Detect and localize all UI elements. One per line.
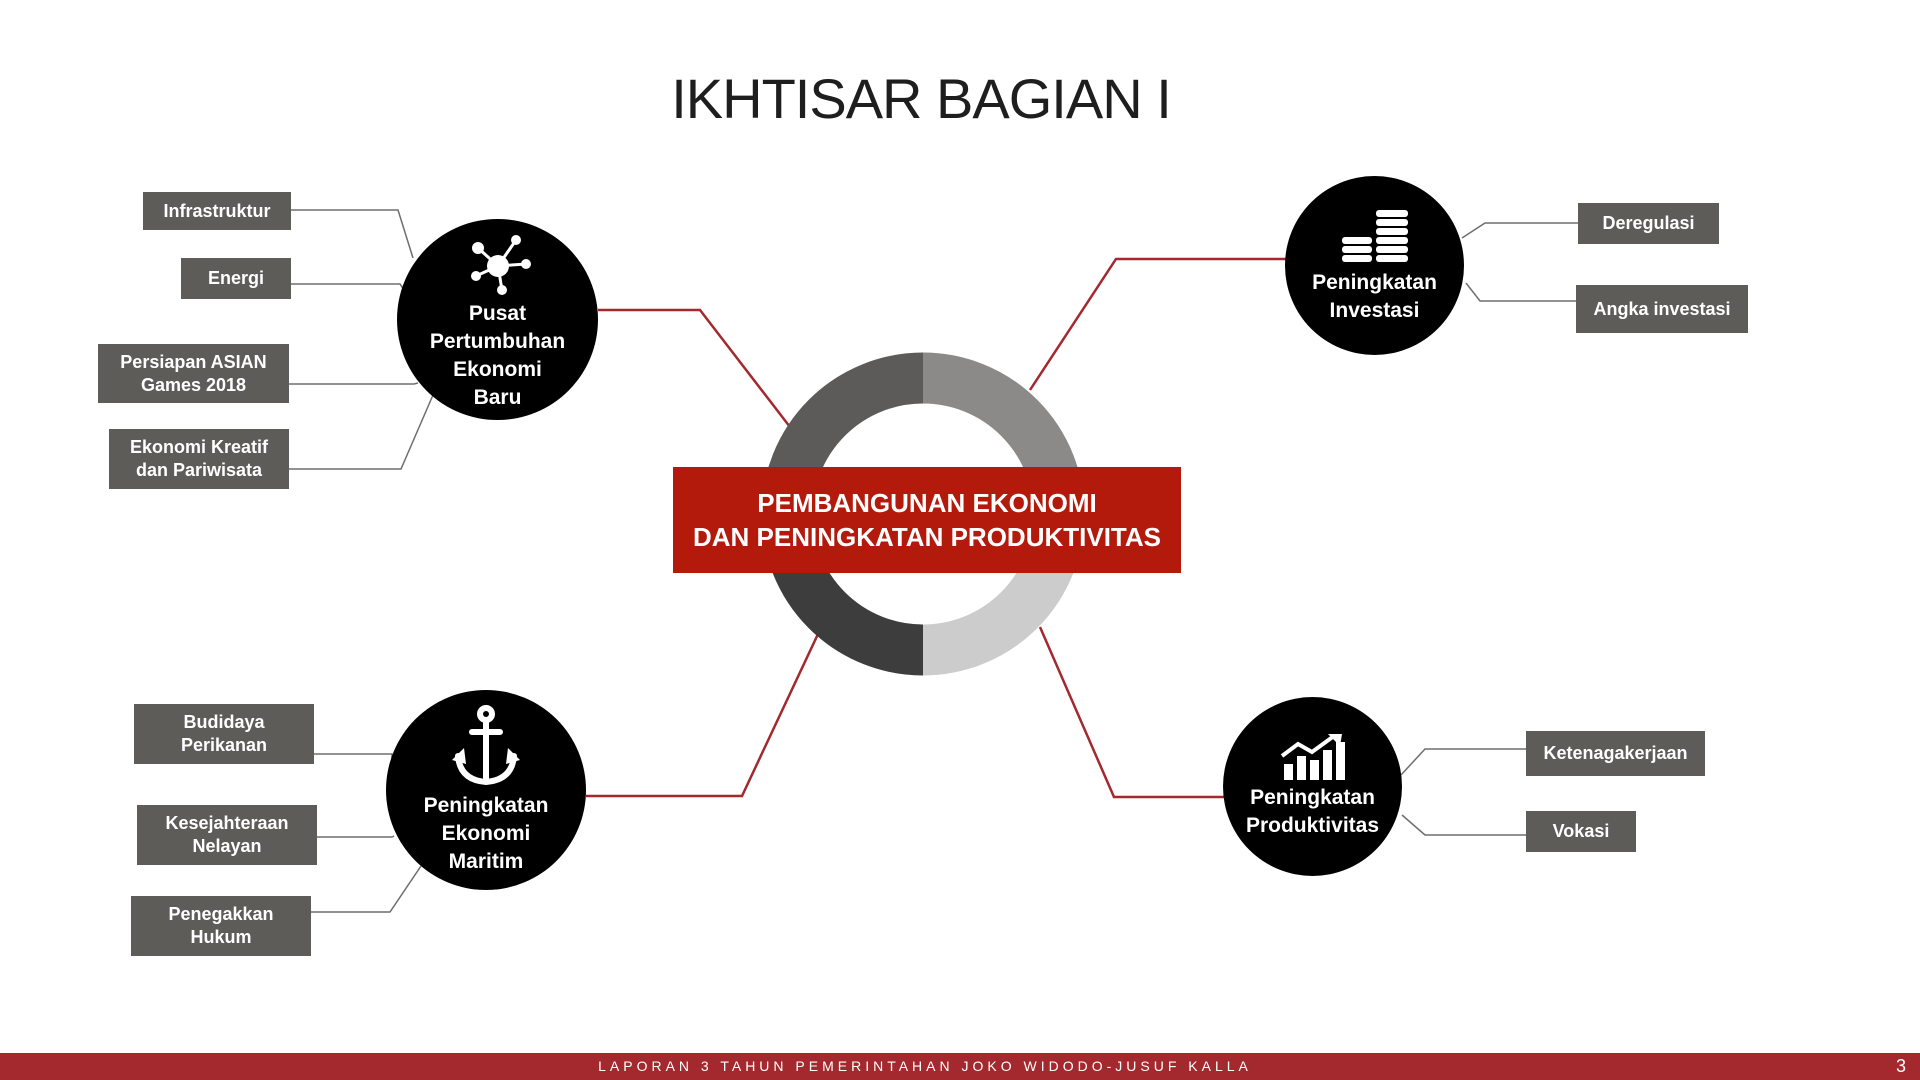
leaf-box-energi (181, 258, 291, 299)
branch-label-line: Produktivitas (1245, 813, 1380, 837)
leaf-text: dan Pariwisata (135, 460, 263, 480)
leaf-line-infrastruktur (290, 210, 413, 258)
leaf-line-vokasi (1402, 815, 1526, 835)
network-nodes-icon (462, 228, 534, 296)
branch-label-line: Peningkatan (1312, 270, 1437, 294)
leaf-text: Games 2018 (140, 374, 247, 395)
leaf-box-infrastruktur (143, 192, 291, 230)
page-title: IKHTISAR BAGIAN I (671, 67, 1171, 130)
connector-investasi (1030, 259, 1289, 390)
leaf-text: Angka investasi (1593, 298, 1731, 319)
leaf-box-penegakkan-hukum (131, 896, 311, 956)
leaf-text: Penegakkan (168, 904, 274, 924)
branch-pusat-pertumbuhan (397, 219, 598, 420)
leaf-line-ketenagakerjaan (1401, 749, 1526, 775)
footer-text: LAPORAN 3 TAHUN PEMERINTAHAN JOKO WIDODO-JUSUF KALLA (598, 1058, 1252, 1074)
connector-maritim (586, 634, 818, 796)
leaf-text: Persiapan ASIAN (120, 351, 267, 372)
leaf-line-energi (290, 284, 404, 290)
leaf-box-deregulasi (1578, 203, 1719, 244)
branch-label-line: Ekonomi (453, 357, 542, 381)
center-topic-banner (673, 467, 1181, 573)
anchor-icon (450, 704, 522, 788)
leaf-box-ekonomi-kreatif (109, 429, 289, 489)
page-number: 3 (1895, 1056, 1906, 1076)
leaf-text: Budidaya (183, 712, 265, 732)
leaf-box-asian-games (98, 344, 289, 403)
branch-label-line: Investasi (1329, 298, 1420, 322)
leaf-text: Hukum (190, 927, 252, 947)
leaf-line-angka-investasi (1466, 283, 1576, 301)
branch-ekonomi-maritim (386, 690, 586, 890)
leaf-text: Vokasi (1552, 821, 1610, 841)
leaf-box-angka-investasi (1576, 285, 1748, 333)
footer-bar (0, 1053, 1920, 1080)
leaf-text: Ekonomi Kreatif (129, 437, 269, 457)
leaf-line-ekonomi-kreatif (289, 395, 433, 469)
branch-label-line: Pusat (468, 301, 527, 325)
leaf-text: Kesejahteraan (165, 813, 289, 833)
branch-label-line: Peningkatan (423, 794, 549, 817)
leaf-text: Nelayan (192, 836, 262, 856)
leaf-line-budidaya (313, 754, 392, 760)
leaf-box-kesejahteraan-nelayan (137, 805, 317, 865)
leaf-line-deregulasi (1462, 223, 1578, 238)
branch-label-line: Ekonomi (441, 822, 531, 845)
leaf-line-penegakkan (310, 866, 421, 912)
leaf-text: Deregulasi (1602, 213, 1695, 233)
branch-label-line: Maritim (448, 850, 524, 873)
branch-label-line: Pertumbuhan (429, 329, 566, 353)
branch-peningkatan-produktivitas (1223, 697, 1402, 876)
leaf-text: Perikanan (180, 735, 268, 755)
leaf-line-kesejahteraan (317, 836, 394, 837)
leaf-text: Energi (207, 268, 264, 288)
leaf-line-asian-games (289, 383, 418, 384)
leaf-box-budidaya-perikanan (134, 704, 314, 764)
leaf-box-ketenagakerjaan (1526, 731, 1705, 776)
leaf-text: Ketenagakerjaan (1543, 743, 1688, 763)
connector-pusat (598, 310, 790, 427)
connector-produktivitas (1040, 627, 1224, 797)
growth-chart-icon (1280, 734, 1346, 780)
leaf-box-vokasi (1526, 811, 1636, 852)
leaf-text: Infrastruktur (163, 200, 271, 221)
branch-label-line: Baru (473, 385, 522, 409)
branch-label-line: Peningkatan (1250, 785, 1375, 809)
center-line-2: DAN PENINGKATAN PRODUKTIVITAS (693, 522, 1161, 552)
center-line-1: PEMBANGUNAN EKONOMI (757, 488, 1097, 518)
branch-peningkatan-investasi (1285, 176, 1464, 355)
coin-stacks-icon (1338, 207, 1412, 265)
